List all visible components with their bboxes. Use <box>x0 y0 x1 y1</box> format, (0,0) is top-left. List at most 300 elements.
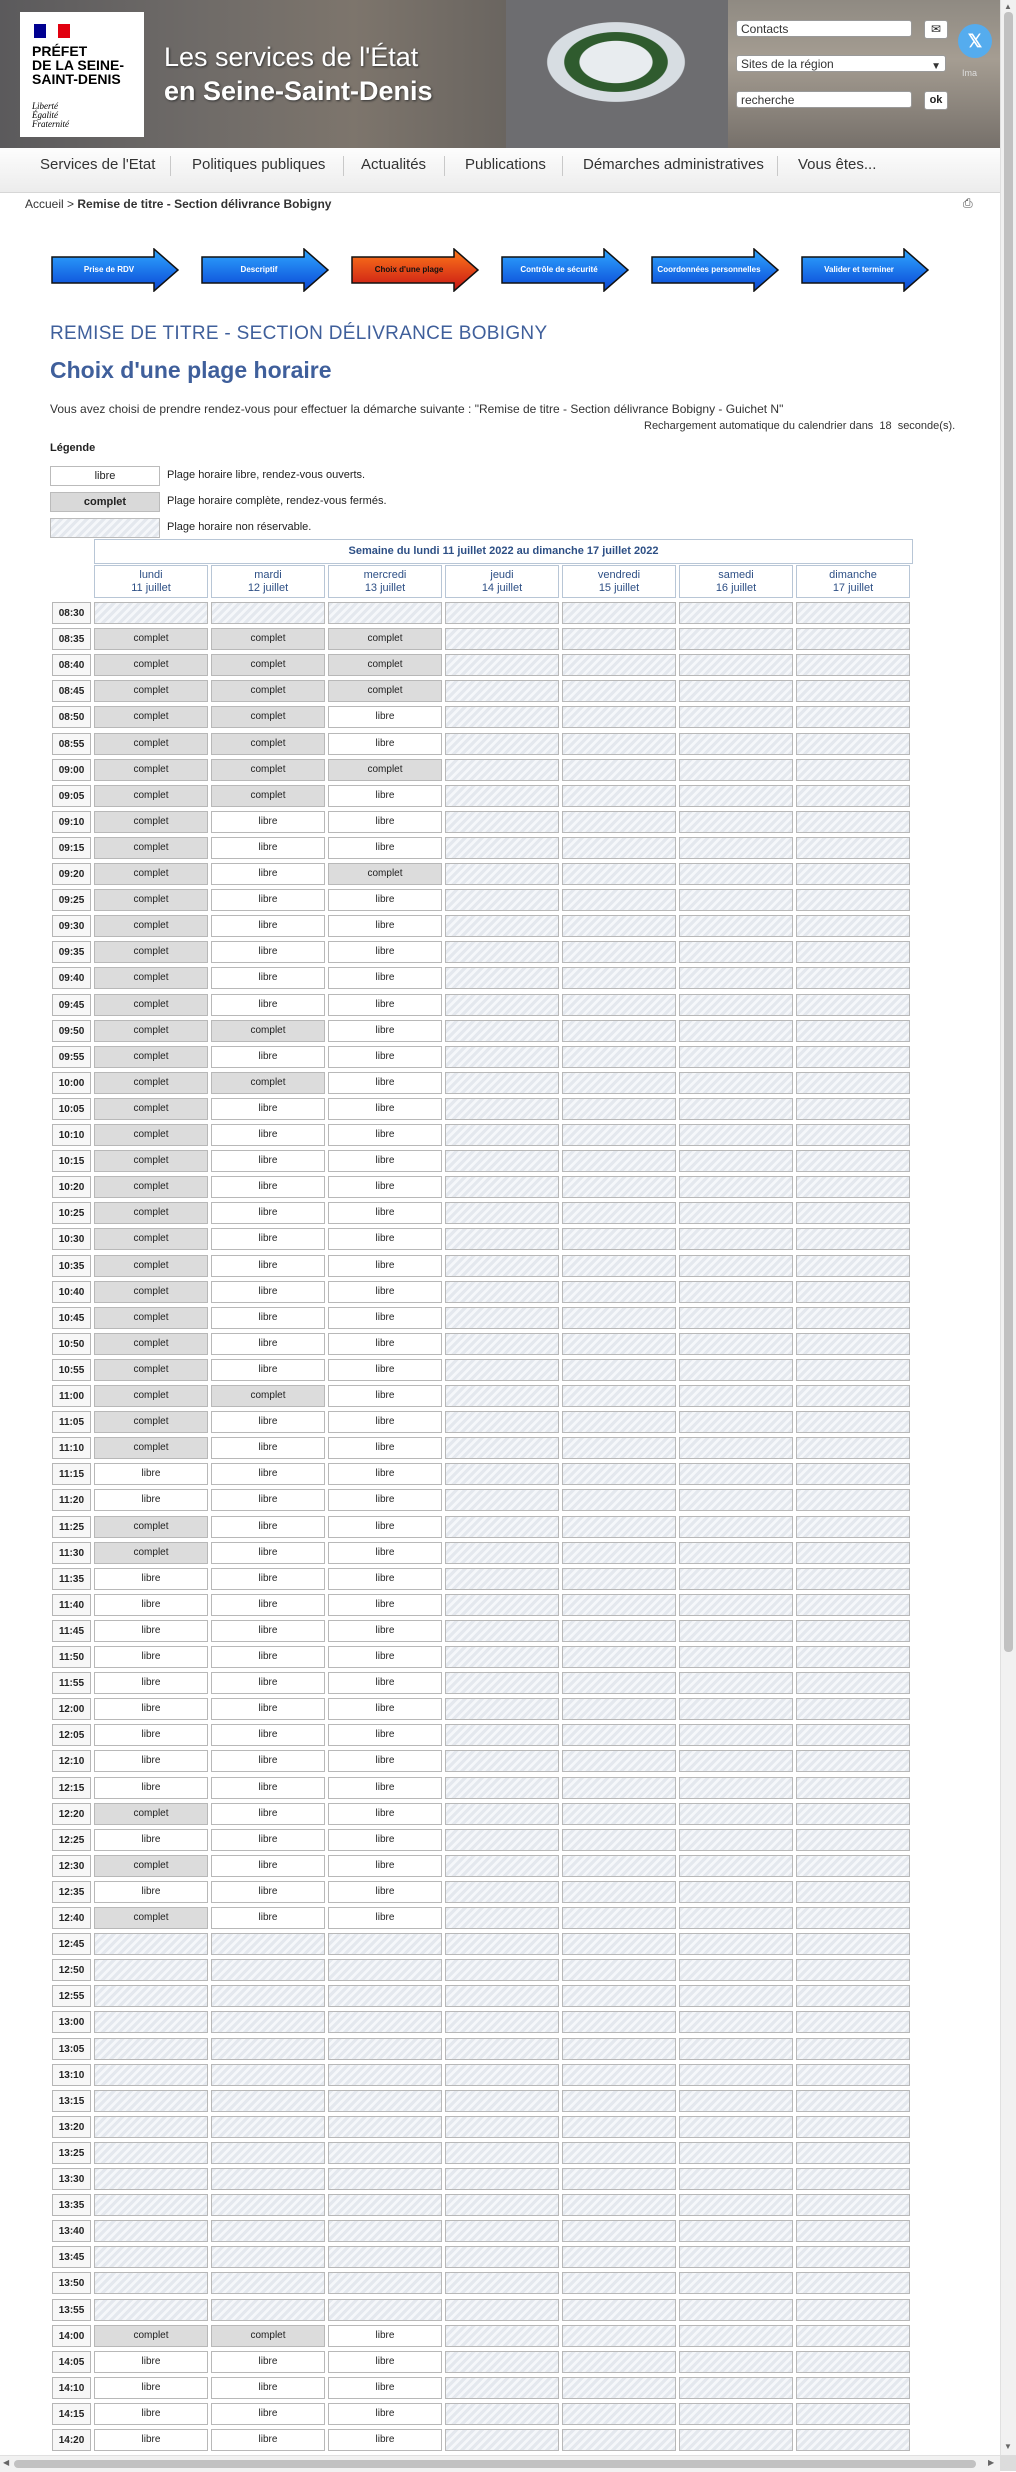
sites-region-select[interactable] <box>736 55 946 72</box>
slot-libre[interactable]: libre <box>94 2403 208 2425</box>
slot-libre[interactable]: libre <box>328 2325 442 2347</box>
slot-non-reservable <box>679 1620 793 1642</box>
slot-non-reservable <box>796 2090 910 2112</box>
slot-libre[interactable]: libre <box>211 915 325 937</box>
slot-libre[interactable]: libre <box>211 1281 325 1303</box>
slot-libre[interactable]: libre <box>328 1359 442 1381</box>
slot-libre[interactable]: libre <box>211 1489 325 1511</box>
slot-libre[interactable]: libre <box>328 1046 442 1068</box>
site-header <box>0 0 1000 148</box>
slot-non-reservable <box>562 1463 676 1485</box>
slot-non-reservable <box>679 1881 793 1903</box>
time-label: 13:10 <box>52 2064 91 2086</box>
slot-libre[interactable]: libre <box>328 837 442 859</box>
time-label: 08:40 <box>52 654 91 676</box>
slot-non-reservable <box>211 2194 325 2216</box>
intro-text: Vous avez choisi de prendre rendez-vous pour effectuer la démarche suivante : "Remise de titre - Section délivrance Bobigny - Guichet N" <box>50 402 784 416</box>
chevron-down-icon: ▼ <box>931 61 941 72</box>
slot-non-reservable <box>445 1176 559 1198</box>
site-title[interactable] <box>164 40 433 108</box>
slot-non-reservable <box>796 1907 910 1929</box>
slot-non-reservable <box>445 1672 559 1694</box>
slot-complet: complet <box>94 1072 208 1094</box>
legend-box-non-reservable <box>50 518 160 538</box>
slot-non-reservable <box>562 2377 676 2399</box>
day-name: vendredi <box>597 569 641 581</box>
slot-libre[interactable]: libre <box>328 706 442 728</box>
slot-libre[interactable]: libre <box>211 1646 325 1668</box>
slot-non-reservable <box>562 1568 676 1590</box>
prefecture-logo[interactable] <box>20 12 144 137</box>
slot-libre[interactable]: libre <box>211 2377 325 2399</box>
slot-non-reservable <box>445 1124 559 1146</box>
nav-item-demarches[interactable]: Démarches administratives <box>583 156 764 173</box>
slot-non-reservable <box>445 1255 559 1277</box>
slot-libre[interactable]: libre <box>211 1124 325 1146</box>
header-photo-stadium <box>506 0 728 148</box>
time-label: 12:20 <box>52 1803 91 1825</box>
slot-libre[interactable]: libre <box>328 1594 442 1616</box>
day-name: mardi <box>254 569 282 581</box>
slot-non-reservable <box>445 1281 559 1303</box>
slot-libre[interactable]: libre <box>211 2403 325 2425</box>
slot-libre[interactable]: libre <box>211 1228 325 1250</box>
slot-libre[interactable]: libre <box>211 1907 325 1929</box>
scroll-right-icon[interactable]: ▶ <box>988 2458 995 2467</box>
slot-libre[interactable]: libre <box>211 1150 325 1172</box>
slot-non-reservable <box>445 1463 559 1485</box>
slot-libre[interactable]: libre <box>211 1046 325 1068</box>
slot-libre[interactable]: libre <box>328 1568 442 1590</box>
scroll-up-icon[interactable]: ▲ <box>1004 2 1012 11</box>
logo-text <box>32 44 140 86</box>
scroll-down-icon[interactable]: ▼ <box>1004 2442 1012 2451</box>
slot-libre[interactable]: libre <box>211 994 325 1016</box>
slot-non-reservable <box>562 2272 676 2294</box>
slot-non-reservable <box>562 2325 676 2347</box>
slot-complet: complet <box>94 1411 208 1433</box>
time-label: 10:30 <box>52 1228 91 1250</box>
slot-libre[interactable]: libre <box>94 1829 208 1851</box>
slot-libre[interactable]: libre <box>328 1881 442 1903</box>
slot-non-reservable <box>328 2194 442 2216</box>
slot-libre[interactable]: libre <box>328 1255 442 1277</box>
twitter-icon[interactable]: 𝕏 <box>958 24 992 58</box>
slot-non-reservable <box>562 1020 676 1042</box>
slot-non-reservable <box>796 941 910 963</box>
slot-libre[interactable]: libre <box>94 1646 208 1668</box>
time-label: 11:25 <box>52 1516 91 1538</box>
slot-libre[interactable]: libre <box>328 941 442 963</box>
nav-item-politiques[interactable]: Politiques publiques <box>192 156 326 173</box>
slot-libre[interactable]: libre <box>328 1542 442 1564</box>
vertical-scrollbar[interactable] <box>1000 0 1016 2455</box>
slot-libre[interactable]: libre <box>211 1255 325 1277</box>
slot-non-reservable <box>796 967 910 989</box>
slot-libre[interactable]: libre <box>94 1568 208 1590</box>
slot-non-reservable <box>562 2090 676 2112</box>
slot-libre[interactable]: libre <box>94 2351 208 2373</box>
slot-complet: complet <box>94 994 208 1016</box>
nav-item-vous-etes[interactable]: Vous êtes... <box>798 156 877 173</box>
slot-non-reservable <box>445 1489 559 1511</box>
slot-libre[interactable]: libre <box>328 967 442 989</box>
slot-non-reservable <box>445 1046 559 1068</box>
slot-libre[interactable]: libre <box>328 811 442 833</box>
slot-non-reservable <box>796 1255 910 1277</box>
slot-non-reservable <box>445 1228 559 1250</box>
slot-libre[interactable]: libre <box>211 1411 325 1433</box>
slot-non-reservable <box>562 1255 676 1277</box>
slot-libre[interactable]: libre <box>211 1437 325 1459</box>
slot-non-reservable <box>679 2246 793 2268</box>
slot-non-reservable <box>211 2064 325 2086</box>
slot-libre[interactable]: libre <box>94 1672 208 1694</box>
slot-libre[interactable]: libre <box>211 1333 325 1355</box>
slot-libre[interactable]: libre <box>328 994 442 1016</box>
slot-libre[interactable]: libre <box>328 1620 442 1642</box>
time-label: 13:30 <box>52 2168 91 2190</box>
slot-libre[interactable]: libre <box>94 1724 208 1746</box>
slot-non-reservable <box>796 654 910 676</box>
slot-libre[interactable]: libre <box>328 1698 442 1720</box>
logo-line: PRÉFET <box>32 43 88 59</box>
slot-non-reservable <box>562 1437 676 1459</box>
slot-non-reservable <box>796 2351 910 2373</box>
slot-non-reservable <box>679 1489 793 1511</box>
slot-non-reservable <box>328 1985 442 2007</box>
slot-libre[interactable]: libre <box>94 1594 208 1616</box>
day-date: 12 juillet <box>247 582 289 594</box>
legend-text-non-reservable: Plage horaire non réservable. <box>167 521 312 533</box>
slot-libre[interactable]: libre <box>94 1750 208 1772</box>
slot-non-reservable <box>562 863 676 885</box>
slot-non-reservable <box>679 1750 793 1772</box>
slot-non-reservable <box>679 1698 793 1720</box>
slot-complet: complet <box>94 706 208 728</box>
slot-libre[interactable]: libre <box>211 2351 325 2373</box>
slot-non-reservable <box>679 1437 793 1459</box>
slot-non-reservable <box>445 1568 559 1590</box>
slot-non-reservable <box>562 2168 676 2190</box>
nav-item-services[interactable]: Services de l'Etat <box>40 156 156 173</box>
slot-libre[interactable]: libre <box>328 1855 442 1877</box>
slot-complet: complet <box>94 1855 208 1877</box>
slot-complet: complet <box>211 785 325 807</box>
slot-non-reservable <box>445 811 559 833</box>
slot-complet: complet <box>328 759 442 781</box>
slot-libre[interactable]: libre <box>94 1463 208 1485</box>
slot-non-reservable <box>679 1176 793 1198</box>
legend-text-complet: Plage horaire complète, rendez-vous fermés. <box>167 495 387 507</box>
time-label: 10:25 <box>52 1202 91 1224</box>
logo-line: DE LA SEINE- <box>32 57 125 73</box>
time-label: 11:10 <box>52 1437 91 1459</box>
reload-notice <box>644 420 955 432</box>
slot-libre[interactable]: libre <box>211 1516 325 1538</box>
slot-non-reservable <box>679 654 793 676</box>
slot-libre[interactable]: libre <box>328 2377 442 2399</box>
slot-complet: complet <box>94 1202 208 1224</box>
slot-libre[interactable]: libre <box>211 1594 325 1616</box>
slot-non-reservable <box>211 2299 325 2321</box>
slot-libre[interactable]: libre <box>211 811 325 833</box>
time-label: 12:15 <box>52 1777 91 1799</box>
slot-non-reservable <box>445 602 559 624</box>
slot-non-reservable <box>445 1803 559 1825</box>
site-title-line1: Les services de l'État <box>164 42 419 72</box>
slot-libre[interactable]: libre <box>328 889 442 911</box>
slot-non-reservable <box>679 1803 793 1825</box>
slot-libre[interactable]: libre <box>94 2377 208 2399</box>
slot-libre[interactable]: libre <box>211 1672 325 1694</box>
step-label: Prise de RDV <box>83 265 135 274</box>
slot-libre[interactable]: libre <box>211 967 325 989</box>
slot-non-reservable <box>796 2168 910 2190</box>
slot-non-reservable <box>328 2064 442 2086</box>
slot-libre[interactable]: libre <box>211 1176 325 1198</box>
slot-non-reservable <box>679 2011 793 2033</box>
slot-libre[interactable]: libre <box>211 2429 325 2451</box>
slot-libre[interactable]: libre <box>94 1698 208 1720</box>
slot-libre[interactable]: libre <box>328 1020 442 1042</box>
slot-complet: complet <box>94 941 208 963</box>
slot-libre[interactable]: libre <box>328 2351 442 2373</box>
mail-icon[interactable]: ✉ <box>924 20 948 39</box>
slot-non-reservable <box>445 785 559 807</box>
slot-libre[interactable]: libre <box>211 1307 325 1329</box>
slot-non-reservable <box>679 1281 793 1303</box>
slot-non-reservable <box>679 2377 793 2399</box>
slot-libre[interactable]: libre <box>211 1568 325 1590</box>
slot-libre[interactable]: libre <box>328 1333 442 1355</box>
slot-non-reservable <box>445 2403 559 2425</box>
slot-libre[interactable]: libre <box>211 1698 325 1720</box>
slot-libre[interactable]: libre <box>211 1829 325 1851</box>
slot-libre[interactable]: libre <box>328 2429 442 2451</box>
slot-complet: complet <box>94 915 208 937</box>
slot-non-reservable <box>562 2220 676 2242</box>
slot-non-reservable <box>796 1463 910 1485</box>
slot-libre[interactable]: libre <box>328 1228 442 1250</box>
scrollbar-thumb[interactable] <box>14 2460 976 2468</box>
breadcrumb-home[interactable]: Accueil <box>25 197 64 211</box>
day-header <box>562 565 676 598</box>
slot-libre[interactable]: libre <box>211 1881 325 1903</box>
slot-non-reservable <box>562 1411 676 1433</box>
slot-non-reservable <box>679 1202 793 1224</box>
slot-libre[interactable]: libre <box>328 1176 442 1198</box>
slot-non-reservable <box>445 2377 559 2399</box>
slot-libre[interactable]: libre <box>328 1907 442 1929</box>
slot-non-reservable <box>211 2246 325 2268</box>
scroll-left-icon[interactable]: ◀ <box>3 2458 10 2467</box>
slot-non-reservable <box>679 1829 793 1851</box>
slot-libre[interactable]: libre <box>211 1542 325 1564</box>
time-label: 14:10 <box>52 2377 91 2399</box>
slot-non-reservable <box>796 2403 910 2425</box>
slot-non-reservable <box>562 1724 676 1746</box>
slot-libre[interactable]: libre <box>328 1411 442 1433</box>
scrollbar-thumb[interactable] <box>1004 12 1013 1652</box>
slot-non-reservable <box>679 1724 793 1746</box>
slot-non-reservable <box>796 2325 910 2347</box>
slot-libre[interactable]: libre <box>211 1463 325 1485</box>
horizontal-scrollbar[interactable] <box>0 2455 1000 2472</box>
slot-non-reservable <box>679 1933 793 1955</box>
section-heading: REMISE DE TITRE - SECTION DÉLIVRANCE BOBIGNY <box>50 323 548 344</box>
slot-non-reservable <box>562 811 676 833</box>
slot-non-reservable <box>796 1959 910 1981</box>
time-label: 12:05 <box>52 1724 91 1746</box>
slot-libre[interactable]: libre <box>328 1724 442 1746</box>
slot-non-reservable <box>796 1046 910 1068</box>
slot-non-reservable <box>445 2142 559 2164</box>
slot-libre[interactable]: libre <box>211 1777 325 1799</box>
slot-libre[interactable]: libre <box>328 1750 442 1772</box>
slot-libre[interactable]: libre <box>94 1777 208 1799</box>
slot-non-reservable <box>796 1568 910 1590</box>
slot-non-reservable <box>796 1855 910 1877</box>
slot-libre[interactable]: libre <box>211 1359 325 1381</box>
slot-non-reservable <box>94 602 208 624</box>
slot-non-reservable <box>796 1698 910 1720</box>
slot-libre[interactable]: libre <box>328 785 442 807</box>
slot-non-reservable <box>562 2246 676 2268</box>
slot-libre[interactable]: libre <box>328 1124 442 1146</box>
slot-non-reservable <box>679 915 793 937</box>
day-date: 15 juillet <box>598 582 640 594</box>
time-label: 13:05 <box>52 2038 91 2060</box>
slot-non-reservable <box>679 2142 793 2164</box>
slot-non-reservable <box>562 1046 676 1068</box>
slot-libre[interactable]: libre <box>211 837 325 859</box>
nav-item-publications[interactable]: Publications <box>465 156 546 173</box>
slot-libre[interactable]: libre <box>328 1777 442 1799</box>
slot-libre[interactable]: libre <box>328 1489 442 1511</box>
slot-libre[interactable]: libre <box>211 889 325 911</box>
slot-libre[interactable]: libre <box>94 1489 208 1511</box>
slot-libre[interactable]: libre <box>328 1072 442 1094</box>
slot-libre[interactable]: libre <box>94 1620 208 1642</box>
slot-libre[interactable]: libre <box>328 1098 442 1120</box>
contacts-link[interactable]: Contacts <box>736 20 912 37</box>
slot-non-reservable <box>94 2090 208 2112</box>
slot-libre[interactable]: libre <box>328 1463 442 1485</box>
time-label: 10:15 <box>52 1150 91 1172</box>
slot-libre[interactable]: libre <box>328 1516 442 1538</box>
slot-non-reservable <box>679 1020 793 1042</box>
slot-non-reservable <box>445 1646 559 1668</box>
main-nav <box>0 148 1000 193</box>
search-ok-button[interactable]: ok <box>924 91 948 110</box>
slot-non-reservable <box>445 2325 559 2347</box>
slot-non-reservable <box>796 2246 910 2268</box>
slot-non-reservable <box>796 1359 910 1381</box>
nav-item-actualites[interactable]: Actualités <box>361 156 427 173</box>
day-name: samedi <box>718 569 754 581</box>
slot-libre[interactable]: libre <box>328 1150 442 1172</box>
slot-non-reservable <box>796 706 910 728</box>
slot-non-reservable <box>796 733 910 755</box>
time-label: 11:15 <box>52 1463 91 1485</box>
slot-libre[interactable]: libre <box>211 1803 325 1825</box>
page-title: Choix d'une plage horaire <box>50 357 332 383</box>
slot-non-reservable <box>562 628 676 650</box>
slot-libre[interactable]: libre <box>328 1646 442 1668</box>
slot-complet: complet <box>211 680 325 702</box>
slot-libre[interactable]: libre <box>328 1437 442 1459</box>
slot-non-reservable <box>679 863 793 885</box>
breadcrumb <box>25 197 331 211</box>
slot-non-reservable <box>796 1124 910 1146</box>
step-label: Contrôle de sécurité <box>520 265 598 274</box>
time-label: 13:45 <box>52 2246 91 2268</box>
slot-libre[interactable]: libre <box>328 915 442 937</box>
time-label: 13:25 <box>52 2142 91 2164</box>
slot-libre[interactable]: libre <box>211 1098 325 1120</box>
slot-libre[interactable]: libre <box>328 1307 442 1329</box>
slot-non-reservable <box>445 1724 559 1746</box>
slot-non-reservable <box>562 706 676 728</box>
slot-libre[interactable]: libre <box>211 1724 325 1746</box>
slot-libre[interactable]: libre <box>328 1202 442 1224</box>
slot-complet: complet <box>94 2325 208 2347</box>
slot-libre[interactable]: libre <box>211 941 325 963</box>
time-label: 08:35 <box>52 628 91 650</box>
slot-libre[interactable]: libre <box>328 1829 442 1851</box>
slot-non-reservable <box>562 1933 676 1955</box>
slot-non-reservable <box>562 994 676 1016</box>
slot-libre[interactable]: libre <box>328 733 442 755</box>
slot-libre[interactable]: libre <box>211 1620 325 1642</box>
breadcrumb-current: Remise de titre - Section délivrance Bobigny <box>77 197 332 211</box>
slot-non-reservable <box>445 759 559 781</box>
slot-non-reservable <box>94 2064 208 2086</box>
slot-libre[interactable]: libre <box>211 1855 325 1877</box>
slot-non-reservable <box>562 1228 676 1250</box>
print-icon[interactable]: ⎙ <box>963 196 973 210</box>
slot-libre[interactable]: libre <box>328 1803 442 1825</box>
slot-libre[interactable]: libre <box>328 1385 442 1407</box>
slot-libre[interactable]: libre <box>94 1881 208 1903</box>
slot-non-reservable <box>679 2064 793 2086</box>
slot-libre[interactable]: libre <box>94 2429 208 2451</box>
slot-non-reservable <box>562 2403 676 2425</box>
slot-libre[interactable]: libre <box>328 2403 442 2425</box>
slot-non-reservable <box>796 837 910 859</box>
slot-non-reservable <box>796 759 910 781</box>
nav-separator <box>562 156 563 176</box>
slot-non-reservable <box>679 706 793 728</box>
time-label: 13:00 <box>52 2011 91 2033</box>
slot-libre[interactable]: libre <box>211 1750 325 1772</box>
slot-non-reservable <box>445 2351 559 2373</box>
day-date: 16 juillet <box>715 582 757 594</box>
slot-non-reservable <box>679 1516 793 1538</box>
logo-motto <box>32 102 69 129</box>
search-input[interactable]: recherche <box>736 91 912 108</box>
slot-libre[interactable]: libre <box>211 1202 325 1224</box>
slot-libre[interactable]: libre <box>328 1281 442 1303</box>
slot-complet: complet <box>211 759 325 781</box>
slot-non-reservable <box>445 1437 559 1459</box>
day-name: lundi <box>139 569 163 581</box>
slot-libre[interactable]: libre <box>328 1672 442 1694</box>
slot-non-reservable <box>94 2272 208 2294</box>
slot-non-reservable <box>562 1098 676 1120</box>
slot-libre[interactable]: libre <box>211 863 325 885</box>
